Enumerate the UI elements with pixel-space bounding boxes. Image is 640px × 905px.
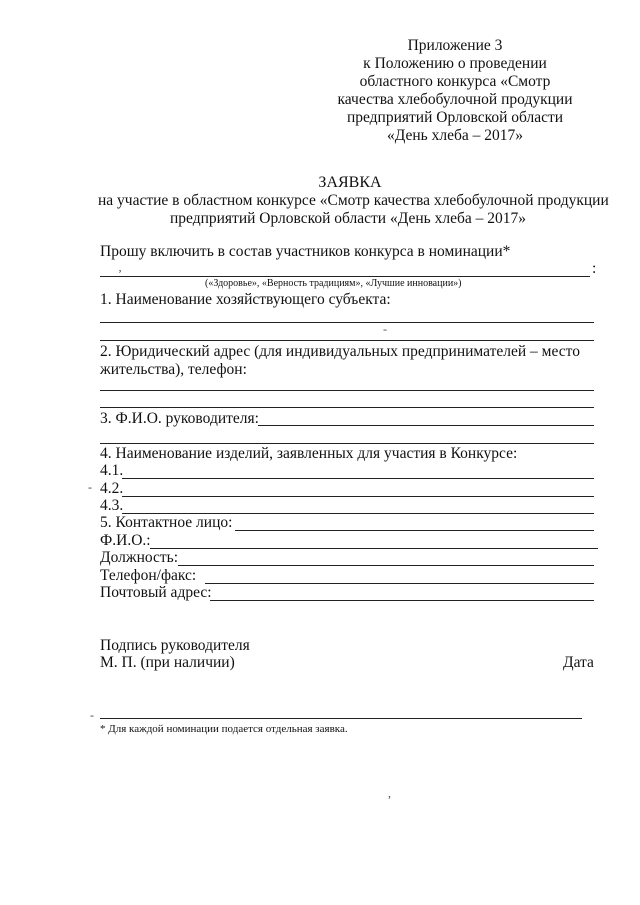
entity-name-field-1[interactable] bbox=[100, 322, 594, 323]
mail-field[interactable] bbox=[210, 600, 594, 601]
entity-name-field-2[interactable] bbox=[100, 340, 594, 341]
scan-mark: - bbox=[88, 480, 92, 494]
product-2-field[interactable] bbox=[122, 496, 594, 497]
nomination-field[interactable] bbox=[100, 276, 590, 277]
scan-mark: , bbox=[388, 786, 391, 800]
document-title: ЗАЯВКА bbox=[318, 174, 382, 191]
legal-address-field-1[interactable] bbox=[100, 390, 594, 391]
product-3-label: 4.3. bbox=[100, 497, 124, 514]
fio-field[interactable] bbox=[150, 548, 598, 549]
legal-address-field-2[interactable] bbox=[100, 407, 594, 408]
footnote-text: * Для каждой номинации подается отдельная заявка. bbox=[100, 723, 348, 735]
appendix-line-2: к Положению о проведении bbox=[363, 55, 547, 72]
product-1-label: 4.1. bbox=[100, 462, 124, 479]
appendix-line-5: предприятий Орловской области bbox=[346, 109, 564, 126]
contact-label: 5. Контактное лицо: bbox=[100, 514, 233, 531]
legal-address-label-1: 2. Юридический адрес (для индивидуальных предпринимателей – место bbox=[100, 343, 580, 360]
legal-address-label-2: жительства), телефон: bbox=[100, 361, 247, 378]
appendix-line-3: областного конкурса «Смотр bbox=[359, 73, 551, 90]
product-1-field[interactable] bbox=[122, 478, 594, 479]
nomination-hint: («Здоровье», «Верность традициям», «Лучшие инновации») bbox=[205, 278, 462, 289]
footnote-separator bbox=[100, 718, 582, 719]
nomination-request: Прошу включить в состав участников конкурса в номинации* bbox=[100, 243, 511, 260]
position-label: Должность: bbox=[100, 549, 179, 566]
phone-label: Телефон/факс: bbox=[100, 567, 197, 584]
contact-field[interactable] bbox=[235, 530, 594, 531]
subtitle-line-2: предприятий Орловской области «День хлеба – 2017» bbox=[169, 210, 526, 227]
appendix-title: Приложение 3 bbox=[407, 37, 503, 54]
subtitle-line-1: на участие в областном конкурсе «Смотр качества хлебобулочной продукции bbox=[98, 192, 609, 209]
entity-name-label: 1. Наименование хозяйствующего субъекта: bbox=[100, 291, 391, 308]
appendix-line-6: «День хлеба – 2017» bbox=[386, 127, 523, 144]
head-signature-label: Подпись руководителя bbox=[100, 637, 250, 654]
head-name-field-1[interactable] bbox=[258, 425, 594, 426]
product-2-label: 4.2. bbox=[100, 480, 124, 497]
scan-mark: - bbox=[90, 708, 94, 722]
appendix-line-4: качества хлебобулочной продукции bbox=[337, 91, 573, 108]
products-label: 4. Наименование изделий, заявленных для участия в Конкурсе: bbox=[100, 445, 518, 462]
scan-mark: ‚ bbox=[118, 260, 122, 274]
fio-label: Ф.И.О.: bbox=[100, 532, 151, 549]
date-label: Дата bbox=[563, 654, 594, 671]
position-field[interactable] bbox=[178, 565, 594, 566]
scan-mark: - bbox=[383, 322, 387, 336]
head-name-field-2[interactable] bbox=[100, 443, 594, 444]
mail-label: Почтовый адрес: bbox=[100, 584, 212, 601]
phone-field[interactable] bbox=[205, 583, 594, 584]
stamp-label: М. П. (при наличии) bbox=[100, 654, 235, 671]
head-name-label: 3. Ф.И.О. руководителя: bbox=[100, 410, 259, 427]
nomination-colon: : bbox=[592, 260, 597, 277]
